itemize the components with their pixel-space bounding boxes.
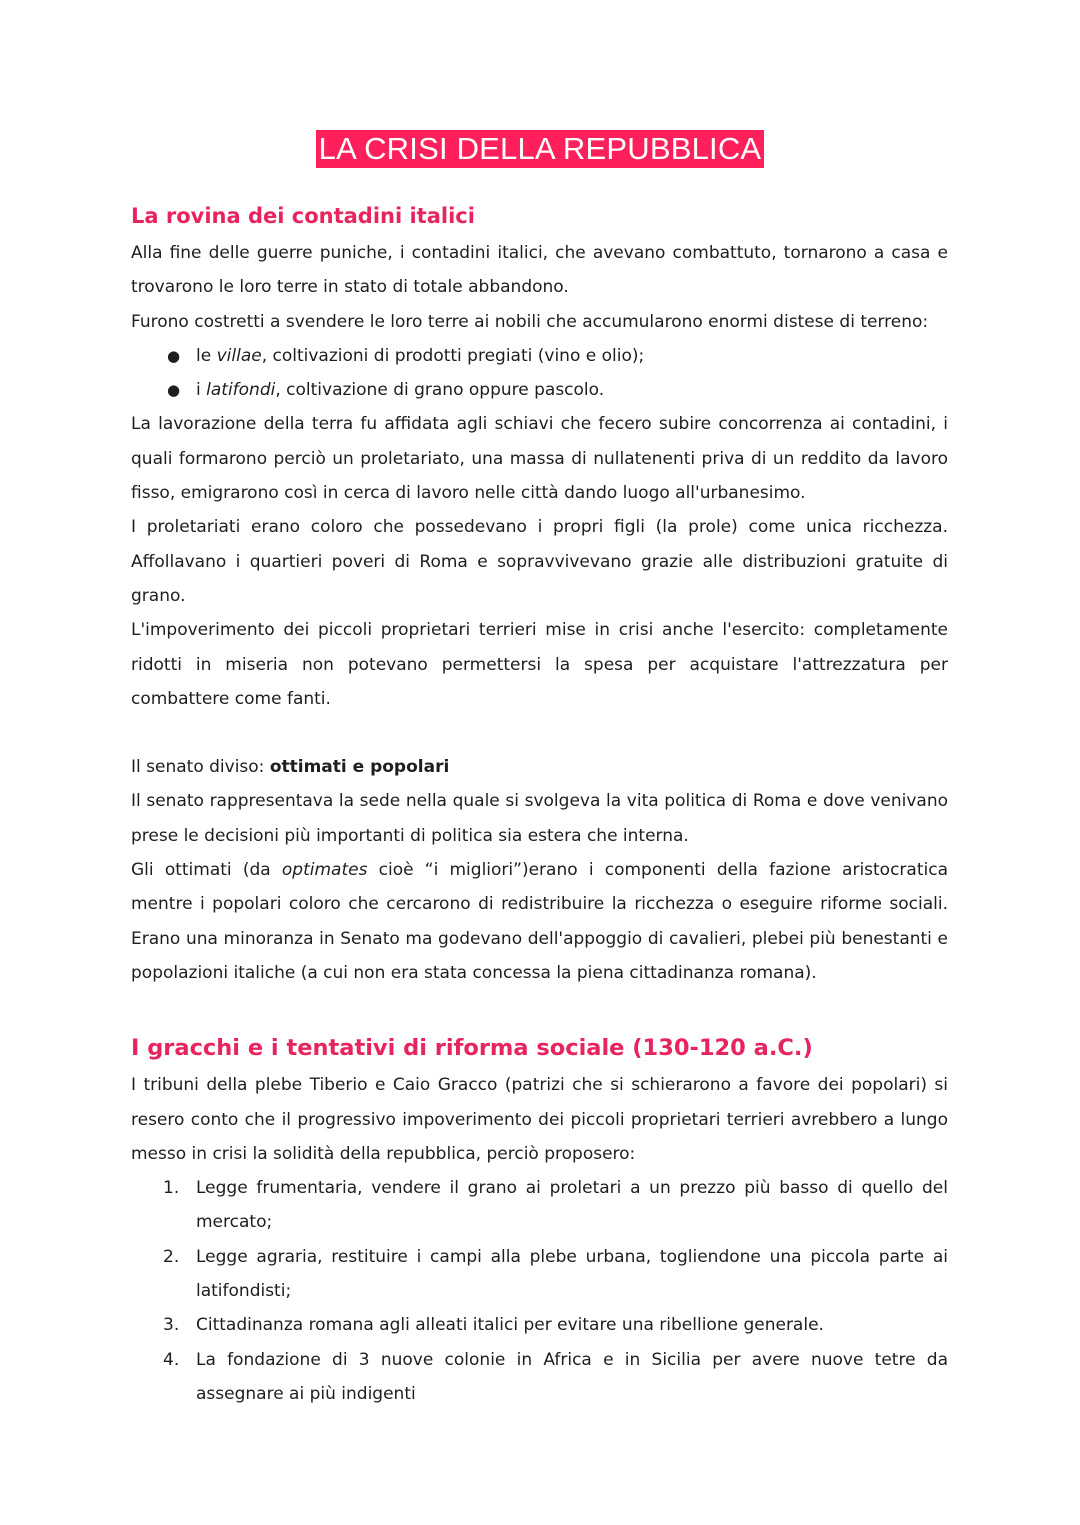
- spacer: [131, 716, 948, 750]
- bullet-term: villae: [216, 345, 262, 366]
- numbered-list-riforme: [131, 1171, 948, 1411]
- bullet-text: , coltivazioni di prodotti pregiati (vino e olio);: [261, 345, 645, 366]
- list-number: 4.: [163, 1349, 180, 1370]
- section-heading-senato: [131, 750, 948, 784]
- paragraph-esercito: L'impoverimento dei piccoli proprietari terrieri mise in crisi anche l'esercito: completamente ridotti in miseria non potevano permettersi la spesa per acquistare l'attrezzatura per combattere come fanti.: [131, 620, 948, 709]
- paragraph-proletariati: I proletariati erano coloro che possedevano i propri figli (la prole) come unica ricchezza. Affollavano i quartieri poveri di Roma e sopravvivevano grazie alle distribuzioni gratuite di grano.: [131, 517, 948, 606]
- paragraph-schiavi: La lavorazione della terra fu affidata agli schiavi che fecero subire concorrenza ai contadini, i quali formarono perciò un proletariato, una massa di nullatenenti priva di un reddito da lavoro fisso, emigrarono così in cerca di lavoro nelle città dando luogo all'urbanesimo.: [131, 414, 948, 504]
- list-number: 1.: [163, 1178, 180, 1199]
- bullet-text: , coltivazione di grano oppure pascolo.: [275, 380, 605, 401]
- senato-heading-bold: ottimati e popolari: [269, 757, 450, 778]
- paragraph-guerre-puniche: Alla fine delle guerre puniche, i contadini italici, che avevano combattuto, tornarono a casa e trovarono le loro terre in stato di totale abbandono.: [131, 243, 948, 298]
- paragraph-tribuni: I tribuni della plebe Tiberio e Caio Gracco (patrizi che si schierarono a favore dei popolari) si resero conto che il progressivo impoverimento dei piccoli proprietari terrieri avrebbero a lungo messo in crisi la solidità della repubblica, perciò proposero:: [131, 1075, 948, 1164]
- list-text: Legge frumentaria, vendere il grano ai proletari a un prezzo più basso di quello del mercato;: [196, 1178, 948, 1233]
- spacer: [131, 990, 948, 1028]
- senato-heading-plain: Il senato diviso:: [131, 757, 270, 778]
- section-heading-rovina: La rovina dei contadini italici: [131, 204, 475, 228]
- ottimati-text-b: cioè “i migliori”)erano i componenti della fazione aristocratica mentre i popolari coloro che cercarono di redistribuire la ricchezza o eseguire riforme sociali. Erano una minoranza in Senato ma godevano dell'appoggio di cavalieri, plebei più benestanti e popolazioni italiche (a cui non era stata concessa la piena cittadinanza romana).: [131, 860, 948, 983]
- list-number: 3.: [163, 1315, 180, 1336]
- list-text: Cittadinanza romana agli alleati italici per evitare una ribellione generale.: [196, 1315, 824, 1336]
- ottimati-text-a: Gli ottimati (da: [131, 860, 282, 881]
- list-item: [131, 339, 948, 373]
- list-item: [131, 1343, 948, 1412]
- section-heading-gracchi: I gracchi e i tentativi di riforma sociale (130-120 a.C.): [131, 1035, 813, 1062]
- bullet-prefix: le: [196, 345, 217, 366]
- ottimati-term: optimates: [281, 860, 368, 881]
- bullet-icon: ●: [167, 381, 181, 400]
- list-item: [131, 1240, 948, 1309]
- list-number: 2.: [163, 1246, 180, 1267]
- list-item: [131, 373, 948, 407]
- bullet-term: latifondi: [206, 380, 276, 401]
- list-item: [131, 1308, 948, 1342]
- paragraph-svendere-terre: Furono costretti a svendere le loro terre ai nobili che accumularono enormi distese di terreno:: [131, 311, 929, 332]
- page-title: LA CRISI DELLA REPUBBLICA: [316, 130, 765, 168]
- title-container: [0, 130, 1080, 168]
- bullet-icon: ●: [167, 346, 181, 365]
- list-text: Legge agraria, restituire i campi alla plebe urbana, togliendone una piccola parte ai latifondisti;: [196, 1246, 948, 1302]
- paragraph-ottimati: [131, 853, 948, 990]
- bullet-list-proprieta: [131, 339, 948, 408]
- paragraph-senato: Il senato rappresentava la sede nella quale si svolgeva la vita politica di Roma e dove venivano prese le decisioni più importanti di politica sia estera che interna.: [131, 791, 948, 846]
- bullet-prefix: i: [196, 380, 207, 401]
- list-item: [131, 1171, 948, 1240]
- section-rovina-contadini: [131, 196, 948, 1411]
- list-text: La fondazione di 3 nuove colonie in Africa e in Sicilia per avere nuove tetre da assegnare ai più indigenti: [196, 1349, 948, 1404]
